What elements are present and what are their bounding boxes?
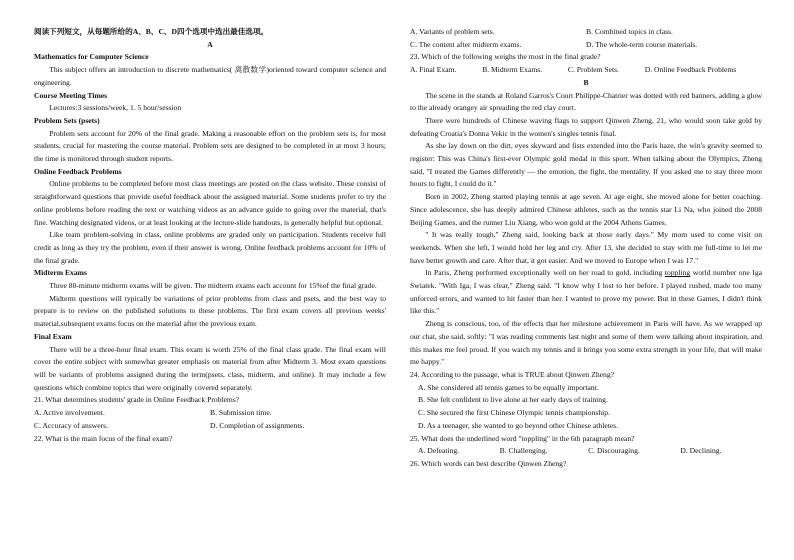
q22-option-b: B. Combined topics in class. [586,27,673,36]
q24-option-a: A. She considered all tennis games to be equally important. [418,382,599,392]
passage-b-paragraph-4: Born in 2002, Zheng started playing tennis at age seven. At age eight, she moved alone for better coaching. Since adolescence, she has deeply admired Chinese athletes, such as the tennis star Li Na, who joined the 2008 Beijing Games, and the runner Liu Xiang, who won gold at the 2004 Athens Games. [410,192,762,227]
q25-option-c: C. Discouraging. [588,446,640,456]
paragraph-6-start: In Paris, Zheng performed exceptionally well on her road to gold, including [425,268,665,278]
question-22-options-row-2 [410,39,762,52]
q25-option-b: B. Challenging. [499,446,548,456]
q23-option-d: D. Online Feedback Problems [644,65,737,75]
online-heading: Online Feedback Problems [34,166,122,176]
online-paragraph-1: Online problems to be completed before most class meetings are posted on the class website. These consist of straightforward questions that provide useful feedback about the assigned material. Some students prefer to try the online problems before reading the text or watching videos as an advance guide to going over the material, that's fine. Watching designated videos, or at least looking at the lecture-slide handouts, is generally helpful but optional. [34,179,386,227]
midterm-heading: Midterm Exams [34,268,87,278]
final-heading: Final Exam [34,331,72,341]
q22-option-a: A. Variants of problem sets. [410,27,495,36]
question-21: 21. What determines students' grade in Online Feedback Problems? [34,395,240,405]
psets-heading: Problem Sets (psets) [34,115,100,125]
q23-option-b: B. Midterm Exams. [482,65,543,75]
question-25-options [410,445,762,458]
midterm-paragraph-1: Three 80-minute midterm exams will be given. The midterm exams each account for 15%of the final grade. [49,281,377,291]
question-23-options [410,64,762,77]
underlined-word: toppling [664,268,691,278]
q21-option-b: B. Submission time. [210,408,272,418]
passage-b-paragraph-6 [410,267,762,318]
section-a-letter: A [207,39,213,49]
right-column [410,26,762,471]
question-22: 22. What is the main focus of the final exam? [34,433,173,443]
q24-option-b: B. She felt confident to live alone at her early days of training. [418,395,608,405]
section-b-letter: B [583,77,589,87]
final-paragraph: There will be a three-hour final exam. This exam is worth 25% of the final class grade. The final exam will cover the entire subject with somewhat greater emphasis on material from after Midterm 3. Most exam questions will be variants of problems assigned during the term(psets, class, midterm, and online). It may include a few questions which combine topics that were originally covered separately. [34,344,386,392]
online-paragraph-2: Like team problem-solving in class, online problems are graded only on participation. Students receive full credit as long as they try the problem, even if their answer is wrong. Online feedback problems account for 10% of the final grade. [34,230,386,265]
meeting-heading: Course Meeting Times [34,90,108,100]
q21-option-c: C. Accuracy of answers. [34,420,109,430]
question-22-options-row-1 [410,26,762,39]
question-25: 25. What does the underlined word "toppling" in the 6th paragraph mean? [410,433,635,443]
question-21-options-row-1 [34,407,386,420]
question-21-options-row-2 [34,420,386,433]
passage-b-paragraph-3: As she lay down on the dirt, eyes skyward and fists extended into the Paris haze, the win's gravity seemed to register: This was China's first-ever Olympic gold medal in this sport. When talking about the Olympics, Zheng said, "I treated the Games differently — the emotion, the fight, the mentality. If you asked me to stay three more hours to fight, I could do it." [410,141,762,189]
passage-b-paragraph-2: There were hundreds of Chinese waving flags to support Qinwen Zheng, 21, who would soon take gold by defeating Croatia's Donna Vekic in the women's singles tennis final. [410,115,762,138]
passage-b-paragraph-5: " It was really tough," Zheng said, looking back at those early days." My mom used to come visit on weekends. When she left, I would hold her leg and cry. After 13, she decided to stay with me full-time to let me have better growth and care. After that, it got easier. And we moved to Europe when I was 17." [410,230,762,265]
q25-option-a: A. Defeating. [418,446,460,456]
passage-b-paragraph-1: The scene in the stands at Roland Garros's Court Philippe-Chatrier was dotted with red banners, adding a glow to the already orangey air spreading the red clay court. [410,90,762,113]
q24-option-c: C. She secured the first Chinese Olympic tennis championship. [418,408,610,418]
question-26: 26. Which words can best describe Qinwen Zheng? [410,458,567,468]
paragraph-6-end: world number one Iga Swiatek. "With Iga, I was clear," Zheng said. "I know why I lost to her before. I played rushed, made too many unforced errors, and wanted to hit faster than her. I wanted to prove my power. But in these Games, I didn't think like this." [410,268,762,316]
instruction: 阅读下列短文，从每题所给的A、B、C、D四个选项中选出最佳选项。 [34,27,269,36]
passage-a-title: Mathematics for Computer Science [34,52,149,62]
left-column [34,26,386,445]
q21-option-a: A. Active involvement. [34,408,105,418]
q23-option-a: A. Final Exam. [410,65,457,75]
q24-option-d: D. As a teenager, she wanted to go beyond other Chinese athletes. [418,420,619,430]
psets-paragraph: Problem sets account for 20% of the final grade. Making a reasonable effort on the problem sets is, for most students, crucial for mastering the course material. Problem sets are designed to be completed in at most 3 hours; the time is monitored through student reports. [34,128,386,164]
question-24: 24. According to the passage, what is TRUE about Qinwen Zheng? [410,369,615,379]
q25-option-d: D. Declining. [680,446,722,456]
meeting-text: Lectures:3 sessions/week, 1. 5 hour/session [49,103,182,113]
q21-option-d: D. Completion of assignments. [210,420,305,430]
intro-paragraph: This subject offers an introduction to discrete mathematics( 离散数学)oriented toward computer science and engineering. [34,65,386,87]
q23-option-c: C. Problem Sets. [567,65,619,75]
q22-option-d: D. The whole-term course materials. [586,39,698,49]
midterm-paragraph-2: Midterm questions will typically be variations of prior problems from class and psets, and the best way to prepare is to review on the published solutions to these problems. The first exam covers all previous weeks' material,subsequent exams focus on the material after the previous exam. [34,293,386,329]
passage-b-paragraph-7: Zheng is conscious, too, of the effects that her milestone achievement in Paris will have. As we wrapped up our chat, she said, softly: "I was reading comments last night and some of them were talking about inspiration, and this makes me feel proud. If you watch my tennis and it brings you some extra strength in your life, that will make me happy." [410,319,762,367]
q22-option-c: C. The content after midterm exams. [410,39,522,49]
question-23: 23. Which of the following weighs the most in the final grade? [410,52,601,62]
